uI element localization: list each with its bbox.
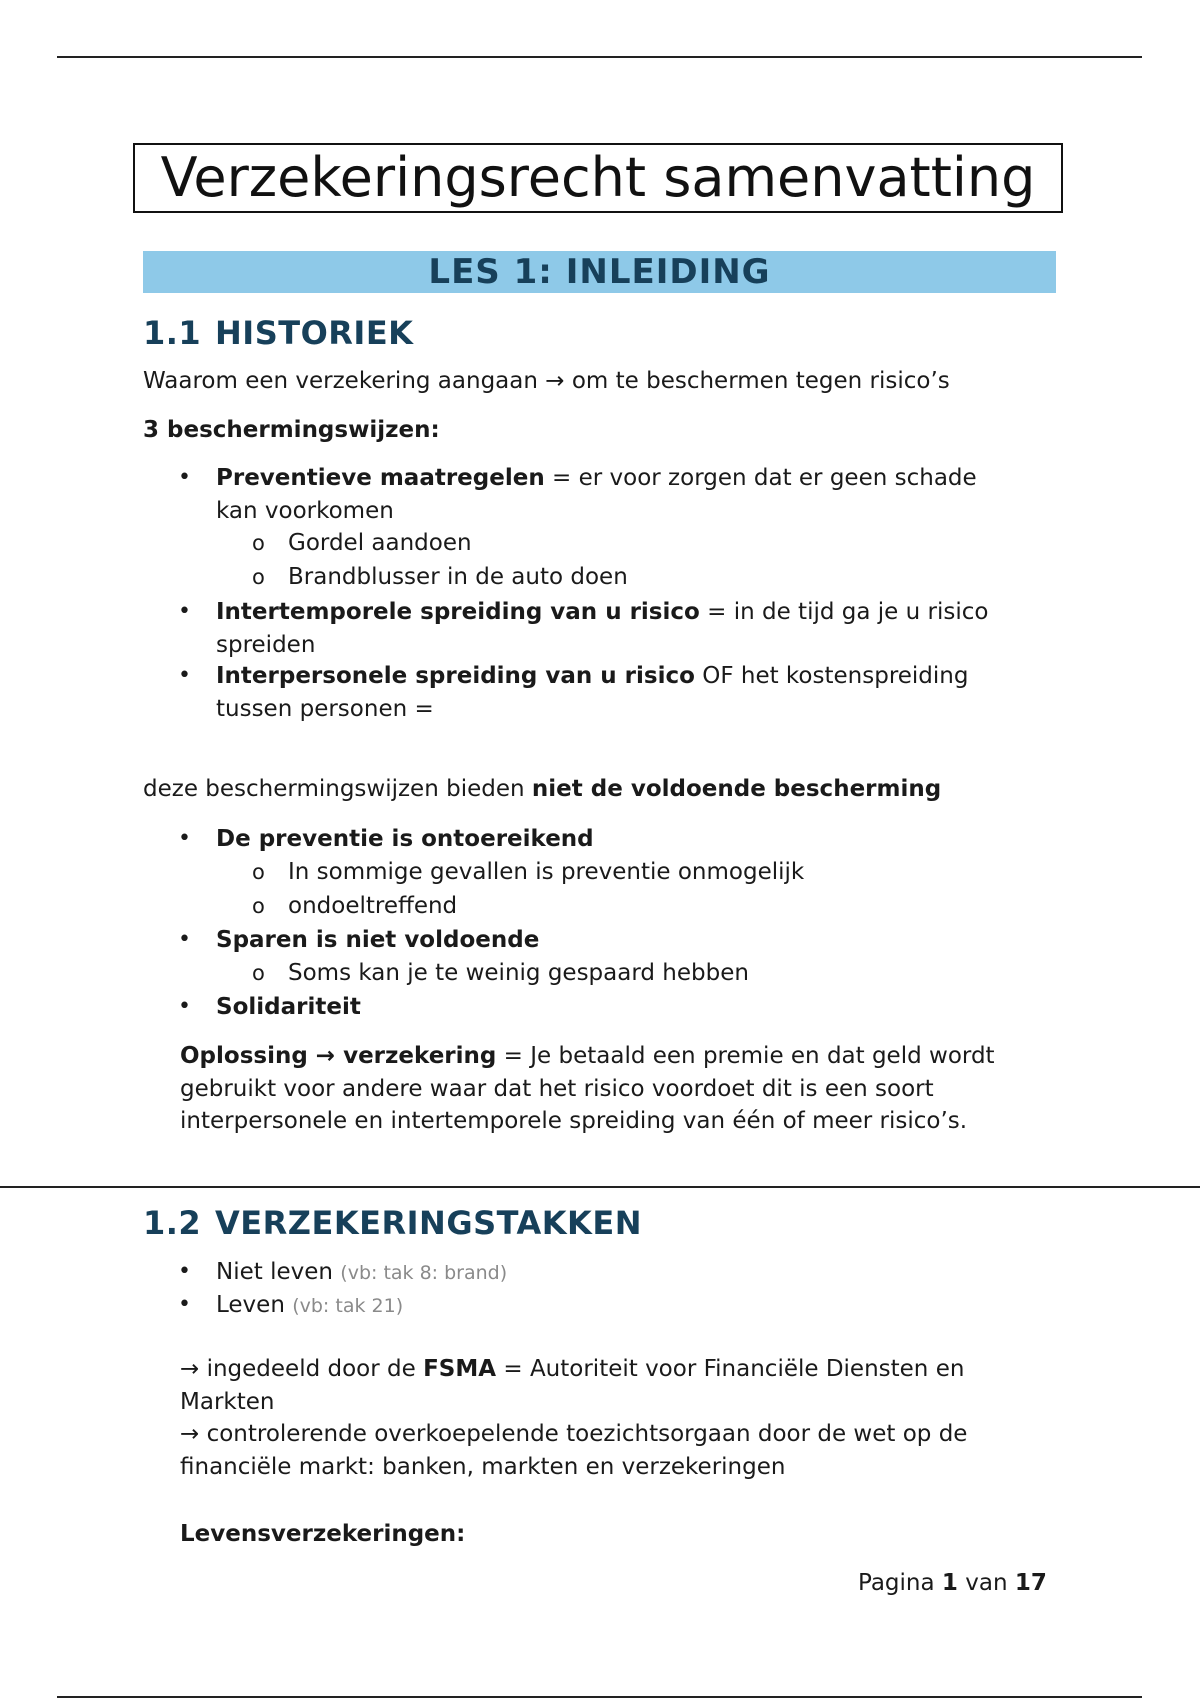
- solution-term: Oplossing → verzekering: [180, 1043, 497, 1069]
- branch-label: Niet leven: [216, 1259, 333, 1285]
- fsma-definition-continued: Markten: [180, 1388, 275, 1415]
- insufficient-prefix: deze beschermingswijzen bieden: [143, 776, 532, 802]
- insufficient-emphasis: niet de voldoende bescherming: [531, 776, 942, 802]
- sub-list-item: ondoeltreffend: [288, 893, 458, 919]
- list-item: [216, 462, 1086, 527]
- method-definition-continued: tussen personen =: [216, 695, 434, 722]
- page-prefix: Pagina: [858, 1570, 942, 1596]
- list-item: Sparen is niet voldoende: [216, 927, 540, 953]
- section-title: VERZEKERINGSTAKKEN: [215, 1204, 642, 1242]
- branch-note: (vb: tak 8: brand): [340, 1262, 508, 1284]
- fsma-definition: = Autoriteit voor Financiële Diensten en: [496, 1356, 965, 1382]
- footer-rule: [57, 1696, 1142, 1698]
- chapter-banner: LES 1: INLEIDING: [143, 251, 1056, 293]
- section-divider: [0, 1186, 1200, 1188]
- sub-bullet-icon: o: [252, 961, 265, 985]
- bullet-icon: •: [178, 1292, 191, 1317]
- bullet-icon: •: [178, 663, 191, 688]
- current-page: 1: [941, 1570, 958, 1596]
- method-definition-continued: kan voorkomen: [216, 497, 394, 524]
- control-text: financiële markt: banken, markten en verzekeringen: [180, 1453, 786, 1480]
- section-title: HISTORIEK: [215, 314, 414, 352]
- sub-bullet-icon: o: [252, 894, 265, 918]
- section-heading-verzekeringstakken: [143, 1204, 642, 1242]
- sub-bullet-icon: o: [252, 531, 265, 555]
- list-item: Solidariteit: [216, 994, 361, 1020]
- list-item: [216, 660, 1086, 725]
- sub-list-item: Brandblusser in de auto doen: [288, 564, 628, 590]
- solution-paragraph: [180, 1040, 1080, 1138]
- section-heading-historiek: [143, 314, 413, 352]
- page-separator: van: [957, 1570, 1015, 1596]
- list-item: [216, 1256, 507, 1290]
- page-number: [858, 1570, 1047, 1596]
- solution-text: = Je betaald een premie en dat geld wordt: [496, 1043, 995, 1069]
- method-definition-continued: spreiden: [216, 631, 316, 658]
- section-number: 1.1: [143, 314, 202, 352]
- bullet-icon: •: [178, 826, 191, 851]
- method-definition: OF het kostenspreiding: [694, 663, 969, 689]
- methods-label: 3 beschermingswijzen:: [143, 417, 440, 443]
- bullet-icon: •: [178, 1259, 191, 1284]
- method-term: Interpersonele spreiding van u risico: [216, 663, 695, 689]
- life-insurance-label: Levensverzekeringen:: [180, 1521, 466, 1547]
- bullet-icon: •: [178, 994, 191, 1019]
- fsma-prefix: → ingedeeld door de: [180, 1356, 424, 1382]
- bullet-icon: •: [178, 465, 191, 490]
- header-rule: [57, 56, 1142, 58]
- list-item: [216, 1289, 403, 1323]
- document-title: Verzekeringsrecht samenvatting: [133, 143, 1063, 213]
- method-term: Intertemporele spreiding van u risico: [216, 599, 700, 625]
- method-definition: = er voor zorgen dat er geen schade: [544, 465, 977, 491]
- control-text: → controlerende overkoepelende toezichtsorgaan door de wet op de: [180, 1421, 968, 1447]
- bullet-icon: •: [178, 599, 191, 624]
- method-term: Preventieve maatregelen: [216, 465, 545, 491]
- section-number: 1.2: [143, 1204, 202, 1242]
- sub-list-item: Gordel aandoen: [288, 530, 472, 556]
- intro-paragraph: Waarom een verzekering aangaan → om te beschermen tegen risico’s: [143, 368, 950, 394]
- branch-note: (vb: tak 21): [292, 1295, 404, 1317]
- list-item: De preventie is ontoereikend: [216, 826, 594, 852]
- branch-label: Leven: [216, 1292, 285, 1318]
- solution-text: interpersonele en intertemporele spreiding van één of meer risico’s.: [180, 1108, 968, 1134]
- sub-bullet-icon: o: [252, 565, 265, 589]
- insufficient-paragraph: [143, 773, 941, 806]
- bullet-icon: •: [178, 927, 191, 952]
- method-definition: = in de tijd ga je u risico: [699, 599, 989, 625]
- sub-list-item: Soms kan je te weinig gespaard hebben: [288, 960, 749, 986]
- sub-bullet-icon: o: [252, 860, 265, 884]
- fsma-term: FSMA: [423, 1356, 497, 1382]
- sub-list-item: In sommige gevallen is preventie onmogelijk: [288, 859, 805, 885]
- solution-text: gebruikt voor andere waar dat het risico voordoet dit is een soort: [180, 1075, 934, 1102]
- list-item: [216, 596, 1086, 661]
- total-pages: 17: [1014, 1570, 1047, 1596]
- fsma-paragraph: [180, 1353, 1080, 1483]
